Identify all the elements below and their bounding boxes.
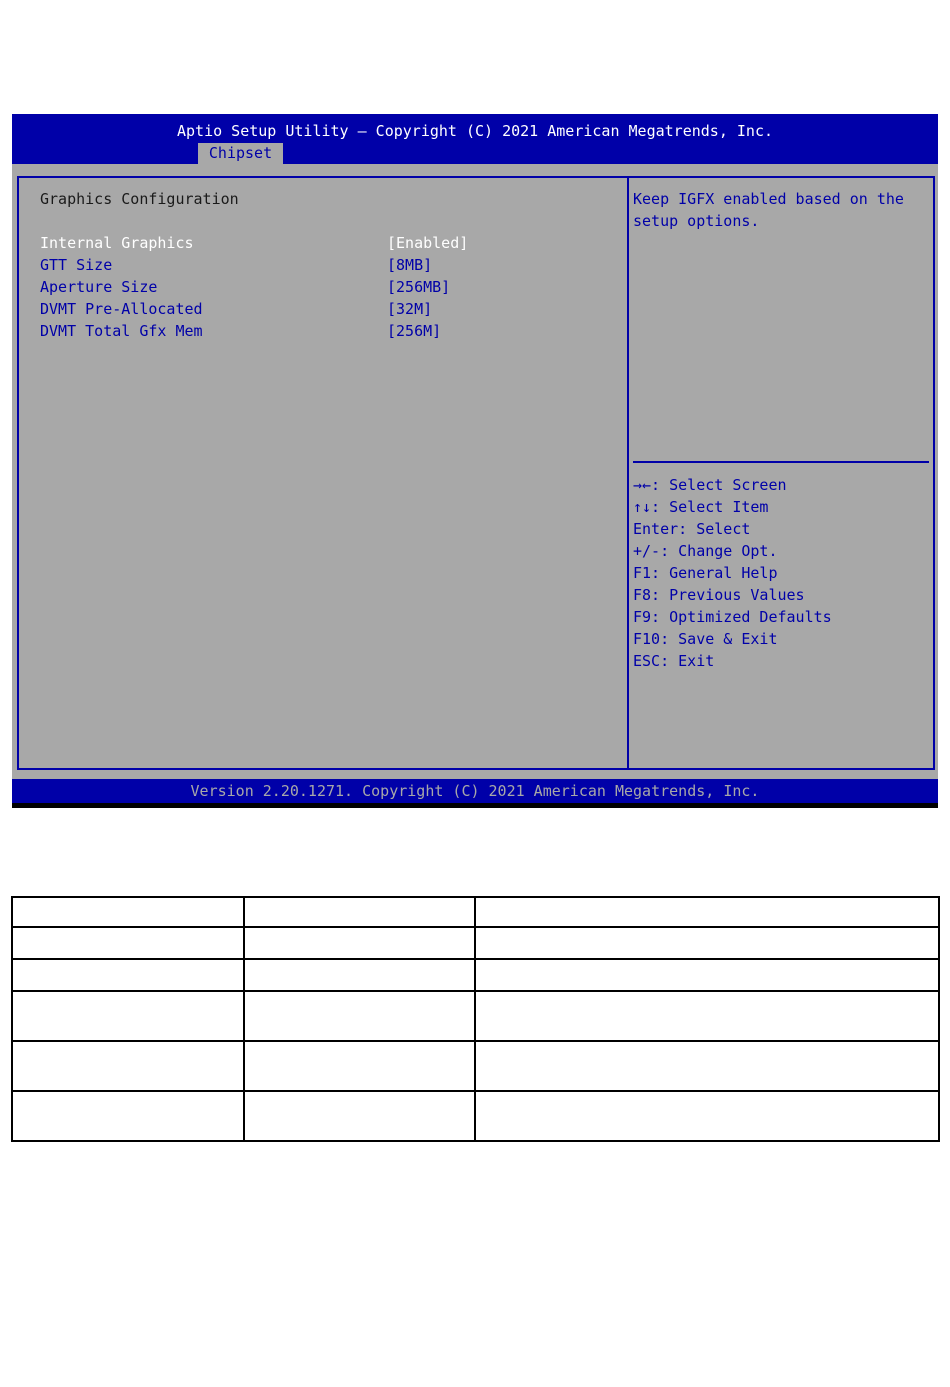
settings-panel	[17, 176, 629, 770]
bios-body	[12, 164, 938, 779]
tab-chipset[interactable]: Chipset	[198, 143, 283, 164]
table-cell	[475, 897, 939, 927]
key-hint-general-help: F1: General Help	[633, 564, 778, 582]
bios-setup-screen	[12, 114, 938, 808]
key-hint-select-item: ↑↓: Select Item	[633, 498, 769, 516]
table-cell	[475, 1091, 939, 1141]
table-cell	[12, 991, 244, 1041]
setting-label: GTT Size	[40, 256, 113, 274]
bios-header-title: Aptio Setup Utility – Copyright (C) 2021 American Megatrends, Inc.	[176, 122, 774, 140]
setting-label: Internal Graphics	[40, 234, 194, 252]
table-cell	[475, 959, 939, 991]
table-cell	[475, 1041, 939, 1091]
table-cell	[12, 927, 244, 959]
table-row	[12, 959, 939, 991]
bios-bottom-border	[12, 803, 938, 808]
setting-dvmt-pre-allocated[interactable]	[40, 298, 600, 320]
setting-value[interactable]: [32M]	[387, 300, 433, 318]
help-text: Keep IGFX enabled based on the setup options.	[633, 190, 913, 230]
table-row	[12, 991, 939, 1041]
table-cell	[12, 1041, 244, 1091]
setting-value[interactable]: [256MB]	[387, 278, 451, 296]
table-cell	[12, 897, 244, 927]
table-row	[12, 1041, 939, 1091]
section-title: Graphics Configuration	[40, 190, 239, 208]
key-hint-exit: ESC: Exit	[633, 652, 715, 670]
table-row	[12, 927, 939, 959]
table-cell	[12, 1091, 244, 1141]
table-row	[12, 897, 939, 927]
table-cell	[244, 959, 475, 991]
setting-value[interactable]: [Enabled]	[387, 234, 469, 252]
setting-internal-graphics[interactable]	[40, 232, 600, 254]
setting-label: Aperture Size	[40, 278, 158, 296]
table-cell	[475, 991, 939, 1041]
table-cell	[244, 1091, 475, 1141]
setting-label: DVMT Total Gfx Mem	[40, 322, 203, 340]
setting-value[interactable]: [256M]	[387, 322, 442, 340]
setting-aperture-size[interactable]	[40, 276, 600, 298]
table-cell	[244, 897, 475, 927]
help-divider	[633, 461, 929, 463]
table-cell	[12, 959, 244, 991]
setting-label: DVMT Pre-Allocated	[40, 300, 203, 318]
key-hint-previous-values: F8: Previous Values	[633, 586, 805, 604]
key-hint-change-opt: +/-: Change Opt.	[633, 542, 778, 560]
key-hint-optimized-defaults: F9: Optimized Defaults	[633, 608, 832, 626]
settings-description-table	[11, 896, 940, 1142]
setting-dvmt-total-gfx-mem[interactable]	[40, 320, 600, 342]
table-cell	[475, 927, 939, 959]
table-cell	[244, 927, 475, 959]
key-hint-enter: Enter: Select	[633, 520, 751, 538]
key-legend	[633, 474, 929, 672]
table-cell	[244, 991, 475, 1041]
setting-value[interactable]: [8MB]	[387, 256, 433, 274]
table-row	[12, 1091, 939, 1141]
help-panel	[627, 176, 935, 770]
bios-footer: Version 2.20.1271. Copyright (C) 2021 American Megatrends, Inc.	[190, 782, 760, 800]
setting-gtt-size[interactable]	[40, 254, 600, 276]
key-hint-save-exit: F10: Save & Exit	[633, 630, 778, 648]
key-hint-select-screen: →←: Select Screen	[633, 476, 787, 494]
table-cell	[244, 1041, 475, 1091]
